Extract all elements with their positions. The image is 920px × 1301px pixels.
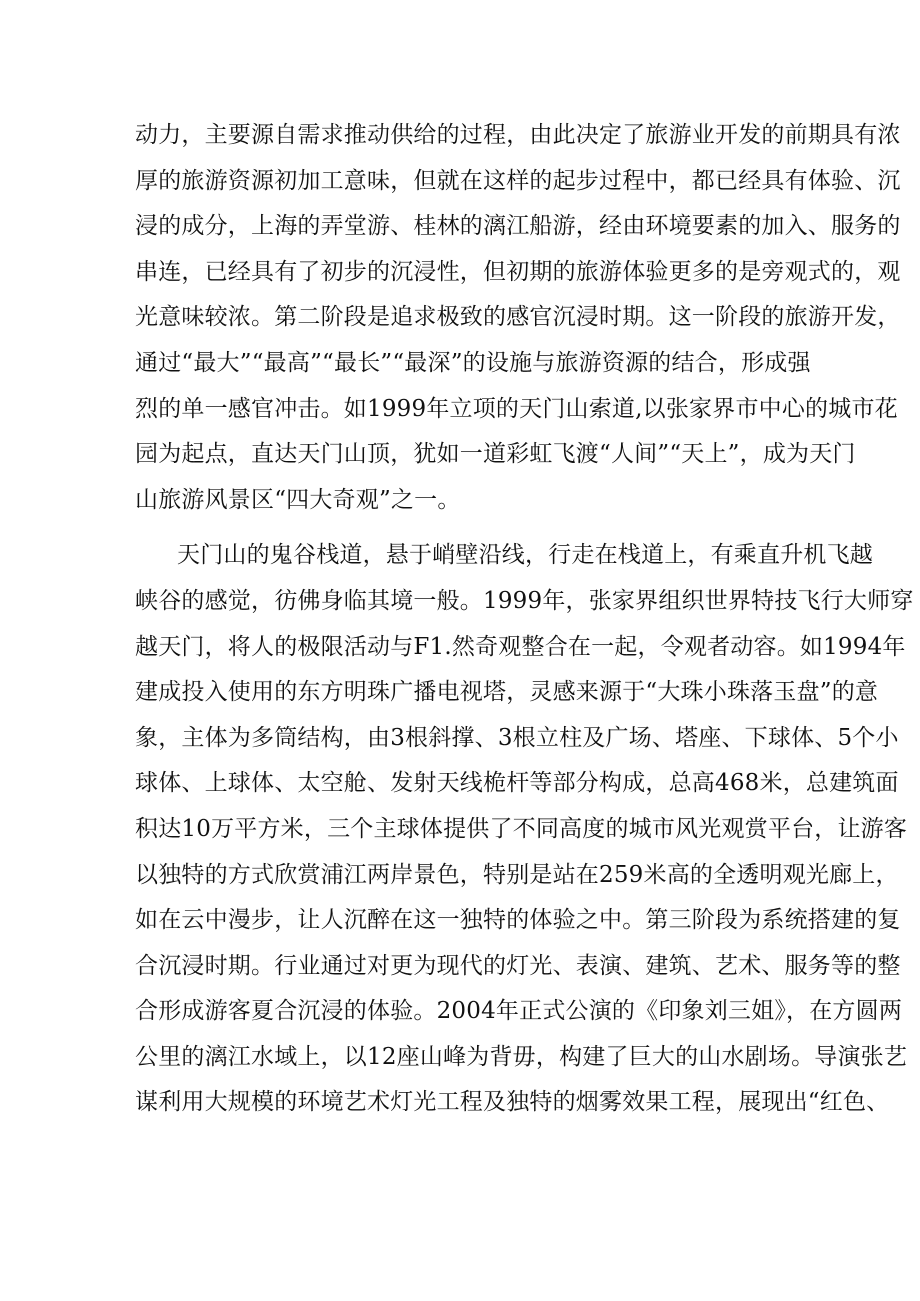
paragraph-2-line-5: 象，主体为多筒结构，由3根斜撑、3根立柱及广场、塔座、下球体、5个小	[135, 724, 899, 751]
paragraph-1-line-1: 动力，主要源自需求推动供给的过程，由此决定了旅游业开发的前期具有浓	[135, 122, 901, 148]
paragraph-1-line-7: 烈的单一感官冲击。如1999年立项的天门山索道,以张家界市中心的城市花	[135, 395, 898, 422]
paragraph-2-line-9: 如在云中漫步，让人沉醉在这一独特的体验之中。第三阶段为系统搭建的复	[135, 907, 901, 934]
paragraph-2-line-3: 越天门，将人的极限活动与F1.然奇观整合在一起，令观者动容。如1994年	[135, 633, 906, 660]
document-body	[135, 113, 914, 1126]
paragraph-2-line-10: 合沉浸时期。行业通过对更为现代的灯光、表演、建筑、艺术、服务等的整	[135, 952, 901, 979]
paragraph-1	[135, 113, 901, 523]
paragraph-2-line-7: 积达10万平方米，三个主球体提供了不同高度的城市风光观赏平台，让游客	[135, 815, 908, 842]
paragraph-1-line-2: 厚的旅游资源初加工意味，但就在这样的起步过程中，都已经具有体验、沉	[135, 167, 901, 194]
paragraph-1-line-6: 通过“最大”“最高”“最长”“最深”的设施与旅游资源的结合，形成强	[135, 349, 811, 376]
paragraph-2-line-4: 建成投入使用的东方明珠广播电视塔，灵感来源于“大珠小珠落玉盘”的意	[135, 679, 879, 706]
paragraph-spacer	[135, 523, 795, 533]
paragraph-1-line-8: 园为起点，直达天门山顶，犹如一道彩虹飞渡“人间”“天上”，成为天门	[135, 441, 856, 468]
paragraph-2-line-12: 公里的漓江水域上，以12座山峰为背毋，构建了巨大的山水剧场。导演张艺	[135, 1043, 908, 1070]
paragraph-1-line-5: 光意味较浓。第二阶段是追求极致的感官沉浸时期。这一阶段的旅游开发，	[135, 304, 901, 331]
paragraph-2-line-13: 谋利用大规模的环境艺术灯光工程及独特的烟雾效果工程，展现出“红色、	[135, 1089, 890, 1116]
paragraph-2	[135, 533, 914, 1126]
paragraph-2-line-2: 峡谷的感觉，彷佛身临其境一般。1999年，张家界组织世界特技飞行大师穿	[135, 587, 914, 614]
paragraph-1-line-3: 浸的成分，上海的弄堂游、桂林的漓江船游，经由环境要素的加入、服务的	[135, 213, 901, 240]
paragraph-1-line-9: 山旅游风景区“四大奇观”之一。	[135, 486, 461, 513]
paragraph-2-line-8: 以独特的方式欣赏浦江两岸景色，特别是站在259米高的全透明观光廊上，	[135, 861, 899, 888]
paragraph-1-line-4: 串连，已经具有了初步的沉浸性，但初期的旅游体验更多的是旁观式的，观	[135, 258, 901, 285]
paragraph-2-line-6: 球体、上球体、太空舱、发射天线桅杆等部分构成，总高468米，总建筑面	[135, 770, 899, 797]
paragraph-2-line-1: 天门山的鬼谷栈道，悬于峭壁沿线，行走在栈道上，有乘直升机飞越	[177, 542, 873, 569]
paragraph-2-line-11: 合形成游客夏合沉浸的体验。2004年正式公演的《印象刘三姐》，在方圆两	[135, 998, 903, 1025]
